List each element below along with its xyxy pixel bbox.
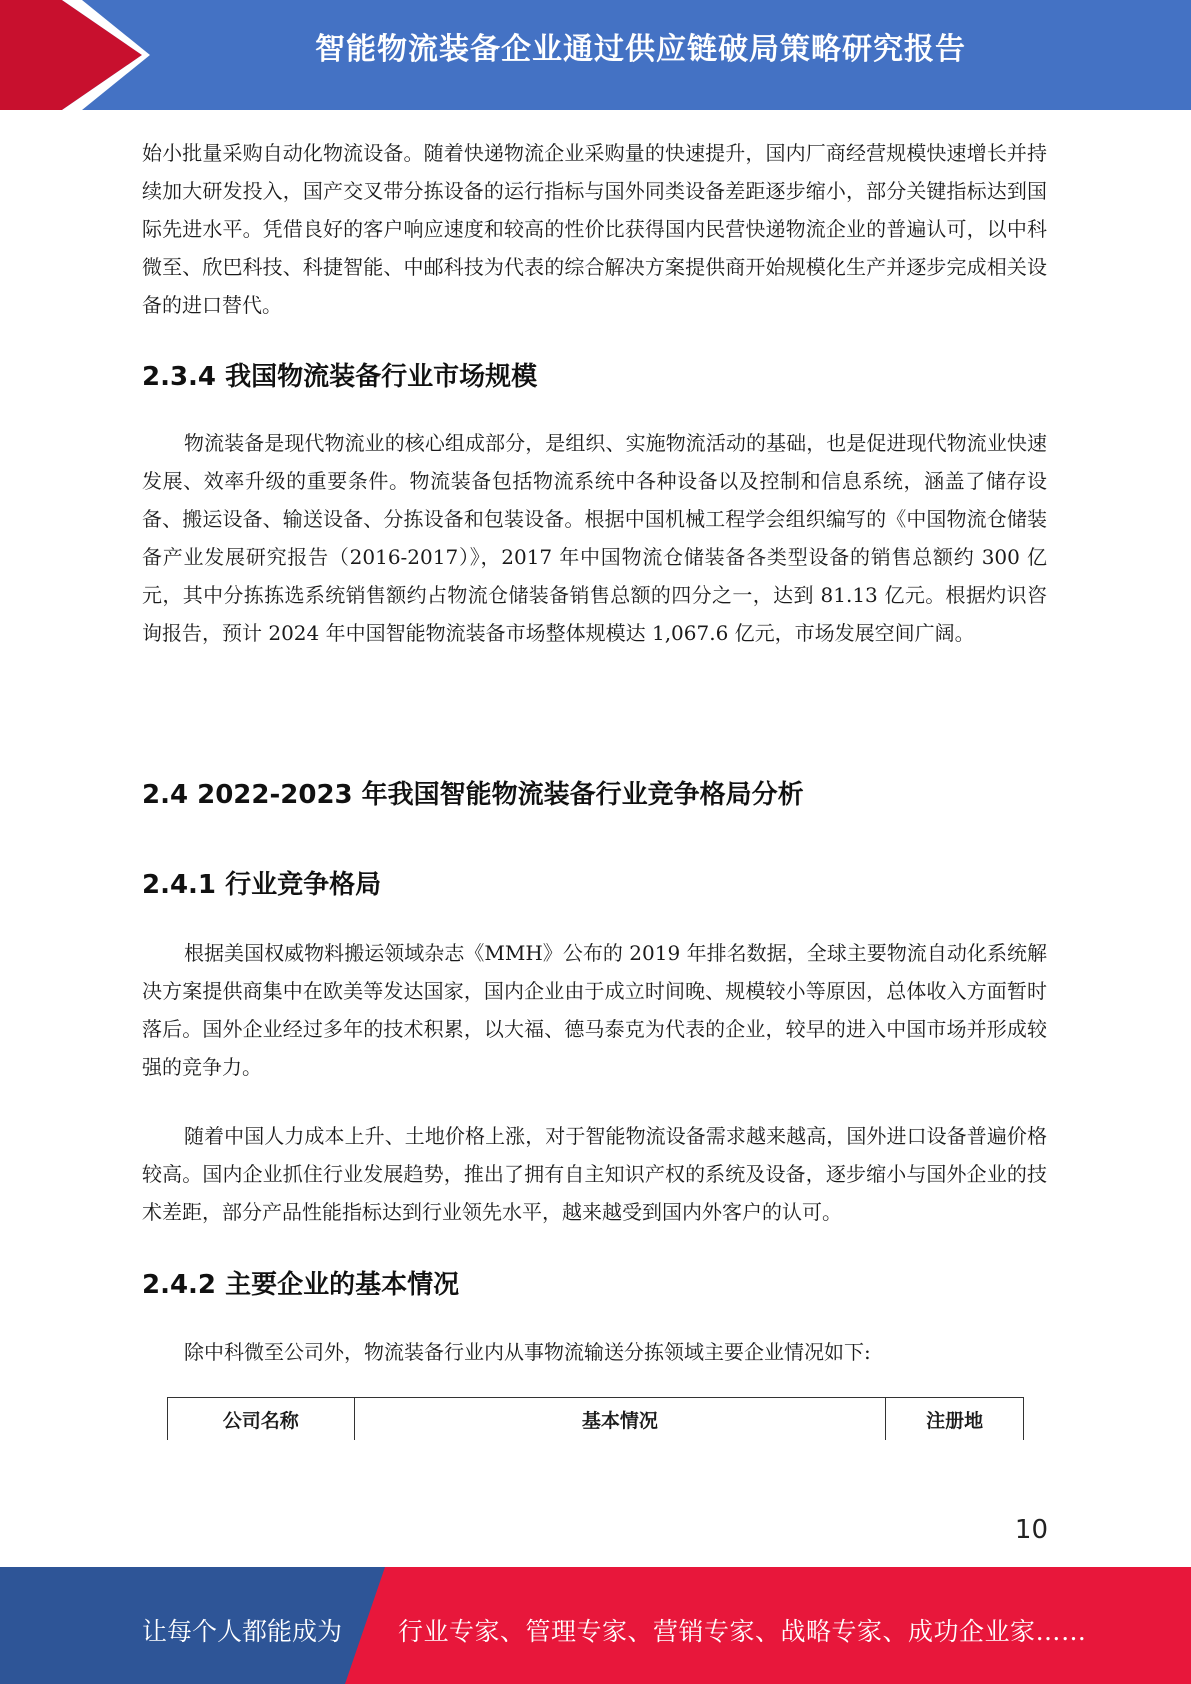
table-header-company-name: 公司名称 bbox=[168, 1398, 355, 1441]
table-header-row bbox=[168, 1398, 1024, 1441]
section-2-4-2-paragraph: 除中科微至公司外，物流装备行业内从事物流输送分拣领域主要企业情况如下: bbox=[184, 1340, 871, 1364]
section-2-4-1-paragraph-1: 根据美国权威物料搬运领域杂志《MMH》公布的 2019 年排名数据，全球主要物流自动化系统解决方案提供商集中在欧美等发达国家，国内企业由于成立时间晚、规模较小等原因，总体收入方面暂时落后。国外企业经过多年的技术积累，以大福、德马泰克为代表的企业，较早的进入中国市场并形成较强的竞争力。 bbox=[142, 941, 1047, 1079]
footer-slogan-right: 行业专家、管理专家、营销专家、战略专家、成功企业家…… bbox=[398, 1617, 1087, 1646]
section-2-3-4-paragraph: 物流装备是现代物流业的核心组成部分，是组织、实施物流活动的基础，也是促进现代物流业快速发展、效率升级的重要条件。物流装备包括物流系统中各种设备以及控制和信息系统，涵盖了储存设备、搬运设备、输送设备、分拣设备和包装设备。根据中国机械工程学会组织编写的《中国物流仓储装备产业发展研究报告（2016-2017）》，2017 年中国物流仓储装备各类型设备的销售总额约 300 亿元，其中分拣拣选系统销售额约占物流仓储装备销售总额的四分之一，达到 81.13 亿元。根据灼识咨询报告，预计 2024 年中国智能物流装备市场整体规模达 1,067.6 亿元，市场发展空间广阔。 bbox=[142, 431, 1047, 645]
section-2-4-1-paragraph-2: 随着中国人力成本上升、土地价格上涨，对于智能物流设备需求越来越高，国外进口设备普遍价格较高。国内企业抓住行业发展趋势，推出了拥有自主知识产权的系统及设备，逐步缩小与国外企业的技术差距，部分产品性能指标达到行业领先水平，越来越受到国内外客户的认可。 bbox=[142, 1124, 1047, 1224]
intro-paragraph: 始小批量采购自动化物流设备。随着快递物流企业采购量的快速提升，国内厂商经营规模快速增长并持续加大研发投入，国产交叉带分拣设备的运行指标与国外同类设备差距逐步缩小，部分关键指标达到国际先进水平。凭借良好的客户响应速度和较高的性价比获得国内民营快递物流企业的普遍认可，以中科微至、欣巴科技、科捷智能、中邮科技为代表的综合解决方案提供商开始规模化生产并逐步完成相关设备的进口替代。 bbox=[142, 141, 1047, 317]
table-header-basic-info: 基本情况 bbox=[354, 1398, 886, 1441]
section-heading-2-4-2: 2.4.2 主要企业的基本情况 bbox=[142, 1270, 460, 1300]
page-header bbox=[0, 0, 1191, 110]
report-title: 智能物流装备企业通过供应链破局策略研究报告 bbox=[315, 32, 966, 67]
table-header-registered-place: 注册地 bbox=[886, 1398, 1024, 1441]
company-table bbox=[167, 1397, 1024, 1440]
page-number: 10 bbox=[1014, 1515, 1048, 1545]
section-heading-2-4: 2.4 2022-2023 年我国智能物流装备行业竞争格局分析 bbox=[142, 780, 804, 810]
section-heading-2-3-4: 2.3.4 我国物流装备行业市场规模 bbox=[142, 362, 538, 392]
footer-slogan-left: 让每个人都能成为 bbox=[142, 1617, 343, 1646]
section-heading-2-4-1: 2.4.1 行业竞争格局 bbox=[142, 870, 382, 900]
